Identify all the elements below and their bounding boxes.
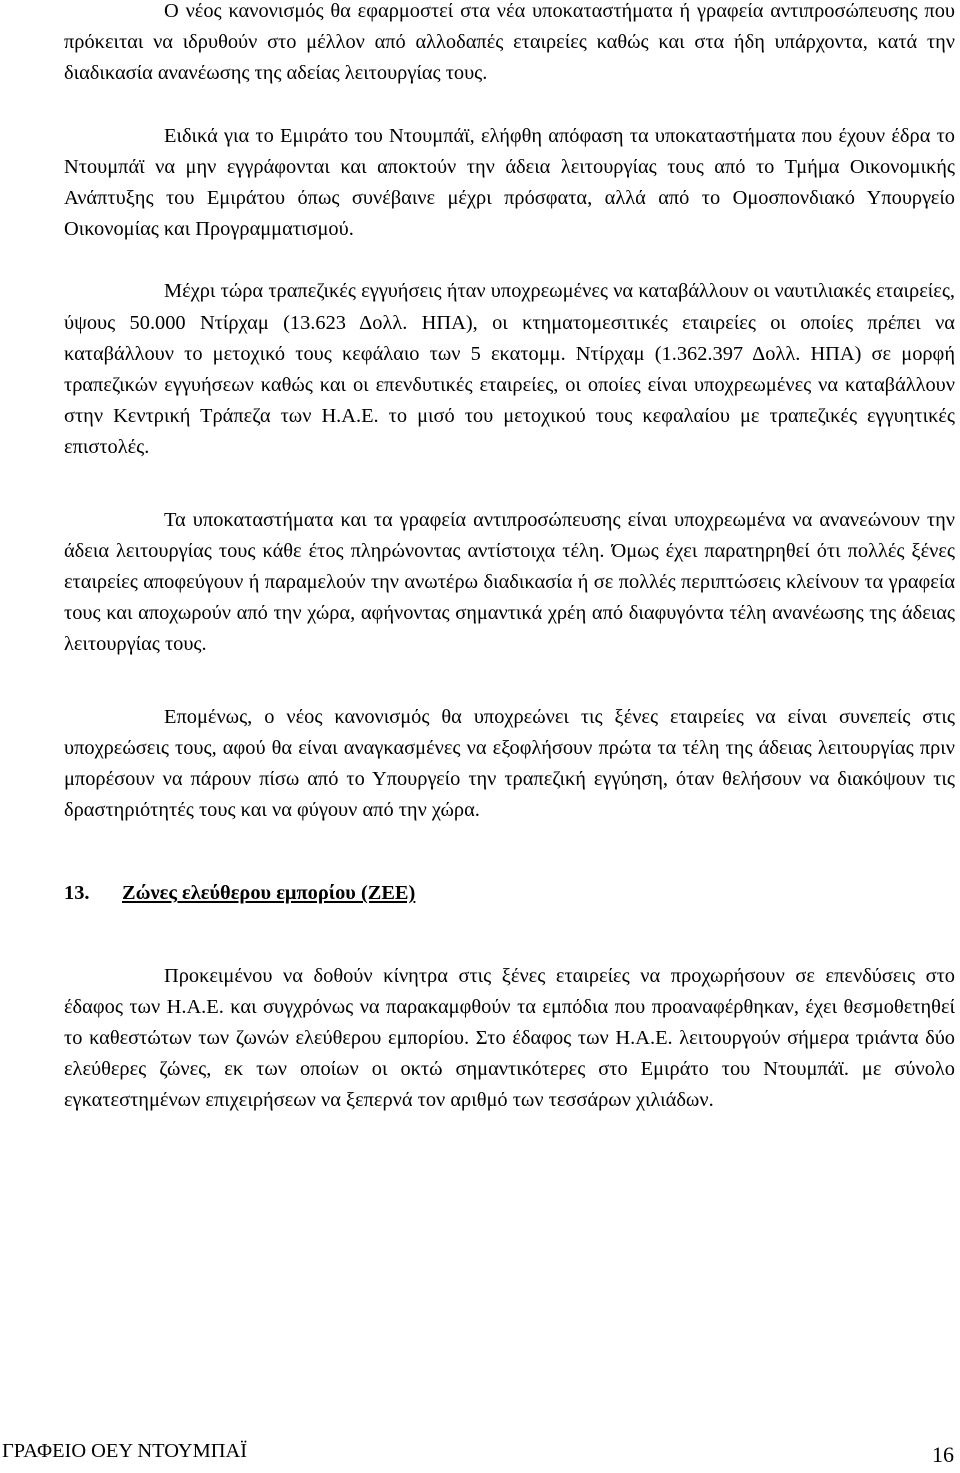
paragraph-free-zones: Προκειμένου να δοθούν κίνητρα στις ξένες εταιρείες να προχωρήσουν σε επενδύσεις στο έδαφος των Η.Α.Ε. και συγχρόνως να παρακαμφθούν τα εμπόδια που προαναφέρθηκαν, έχει θεσμοθετηθεί το καθεστώτων των ζωνών ελεύθερου εμπορίου. Στο έδαφος των Η.Α.Ε. λειτουργούν σήμερα τριάντα δύο ελεύθερες ζώνες, εκ των οποίων οι οκτώ σημαντικότερες στο Εμιράτο του Ντουμπάϊ. με σύνολο εγκατεστημένων επιχειρήσεων να ξεπερνά τον αριθμό των τεσσάρων χιλιάδων. xyxy=(64,964,955,1112)
paragraph-dubai-licensing: Ειδικά για το Εμιράτο του Ντουμπάϊ, ελήφθη απόφαση τα υποκαταστήματα που έχουν έδρα το Ντουμπάϊ να μην εγγράφονται και αποκτούν την άδεια λειτουργίας τους από το Τμήμα Οικονομικής Ανάπτυξης του Εμιράτου όπως συνέβαινε μέχρι πρόσφατα, αλλά από το Ομοσπονδιακό Υπουργείο Οικονομίας και Προγραμματισμού. xyxy=(64,124,955,241)
paragraph-consequently: Επομένως, ο νέος κανονισμός θα υποχρεώνει τις ξένες εταιρείες να είναι συνεπείς στις υποχρεώσεις τους, αφού θα είναι αναγκασμένες να εξοφλήσουν πρώτα τα τέλη της άδειας λειτουργίας πριν μπορέσουν να πάρουν πίσω από το Υπουργείο την τραπεζική εγγύηση, όταν θελήσουν να διακόψουν τις δραστηριότητές τους και να φύγουν από την χώρα. xyxy=(64,705,955,822)
paragraph-new-regulation: Ο νέος κανονισμός θα εφαρμοστεί στα νέα υποκαταστήματα ή γραφεία αντιπροσώπευσης που πρόκειται να ιδρυθούν στο μέλλον από αλλοδαπές εταιρείες καθώς και στα ήδη υπάρχοντα, κατά την διαδικασία ανανέωσης της αδείας λειτουργίας τους. xyxy=(64,0,955,85)
section-number: 13. xyxy=(64,882,90,905)
document-body xyxy=(64,0,955,1117)
section-heading xyxy=(64,878,955,909)
paragraph-license-renewal: Τα υποκαταστήματα και τα γραφεία αντιπροσώπευσης είναι υποχρεωμένα να ανανεώνουν την άδεια λειτουργίας τους κάθε έτος πληρώνοντας αντίστοιχα τέλη. Όμως έχει παρατηρηθεί ότι πολλές ξένες εταιρείες αποφεύγουν ή παραμελούν την ανωτέρω διαδικασία ή σε πολλές περιπτώσεις κλείνουν τα γραφεία τους και αποχωρούν από την χώρα, αφήνοντας σημαντικά χρέη από διαφυγόντα τέλη ανανέωσης της άδειας λειτουργίας τους. xyxy=(64,508,955,656)
paragraph-bank-guarantees: Μέχρι τώρα τραπεζικές εγγυήσεις ήταν υποχρεωμένες να καταβάλλουν οι ναυτιλιακές εταιρείες, ύψους 50.000 Ντίρχαμ (13.623 Δολλ. ΗΠΑ), οι κτηματομεσιτικές εταιρείες οι οποίες πρέπει να καταβάλλουν το μετοχικό τους κεφάλαιο των 5 εκατομμ. Ντίρχαμ (1.362.397 Δολλ. ΗΠΑ) σε μορφή τραπεζικών εγγυήσεων καθώς και οι επενδυτικές εταιρείες, οι οποίες είναι υποχρεωμένες να καταβάλλουν στην Κεντρική Τράπεζα των Η.Α.Ε. το μισό του μετοχικού τους κεφαλαίου με τραπεζικές εγγυητικές επιστολές. xyxy=(64,280,955,459)
section-title: Ζώνες ελεύθερου εμπορίου (ΖΕΕ) xyxy=(122,882,416,905)
footer-office-name: ΓΡΑΦΕΙΟ ΟΕΥ ΝΤΟΥΜΠΑΪ xyxy=(2,1440,248,1462)
page-number: 16 xyxy=(932,1442,954,1467)
